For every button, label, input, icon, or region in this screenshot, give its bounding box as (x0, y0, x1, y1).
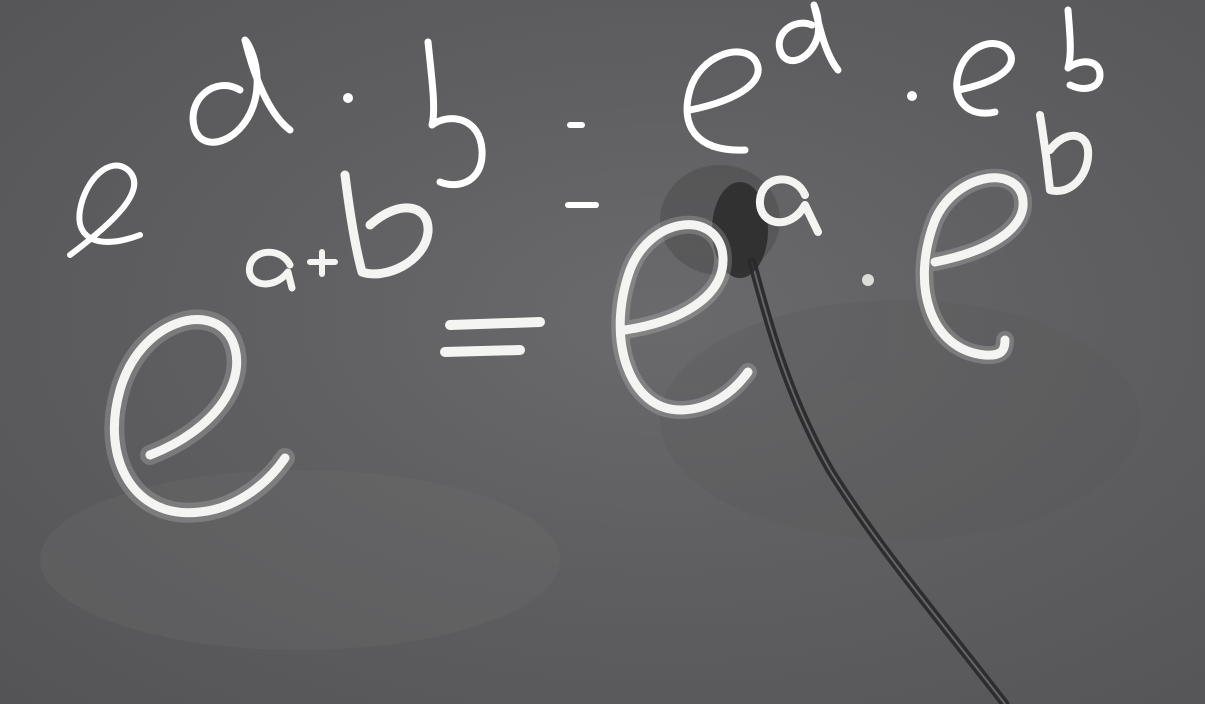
chalk-plus-sign (310, 252, 335, 274)
ink-b-right (1068, 10, 1100, 88)
ink-dot-left (343, 93, 353, 103)
ink-alpha-left (193, 40, 290, 142)
chalk-exponent-a (249, 252, 292, 288)
ink-e-left (70, 166, 140, 255)
ink-b-left (428, 42, 482, 185)
ink-equals-sign (568, 125, 596, 205)
ink-dot-middle (907, 91, 917, 101)
ink-alpha-middle (779, 5, 838, 70)
chalk-equals-sign (445, 322, 540, 352)
chalk-multiply-dot (862, 274, 874, 286)
ink-e-middle (687, 52, 758, 150)
chalk-exponent-b (345, 175, 428, 274)
board-smudges (40, 165, 1140, 650)
ink-e-right (957, 44, 1012, 114)
chalk-exponent-b-right (1040, 115, 1088, 191)
